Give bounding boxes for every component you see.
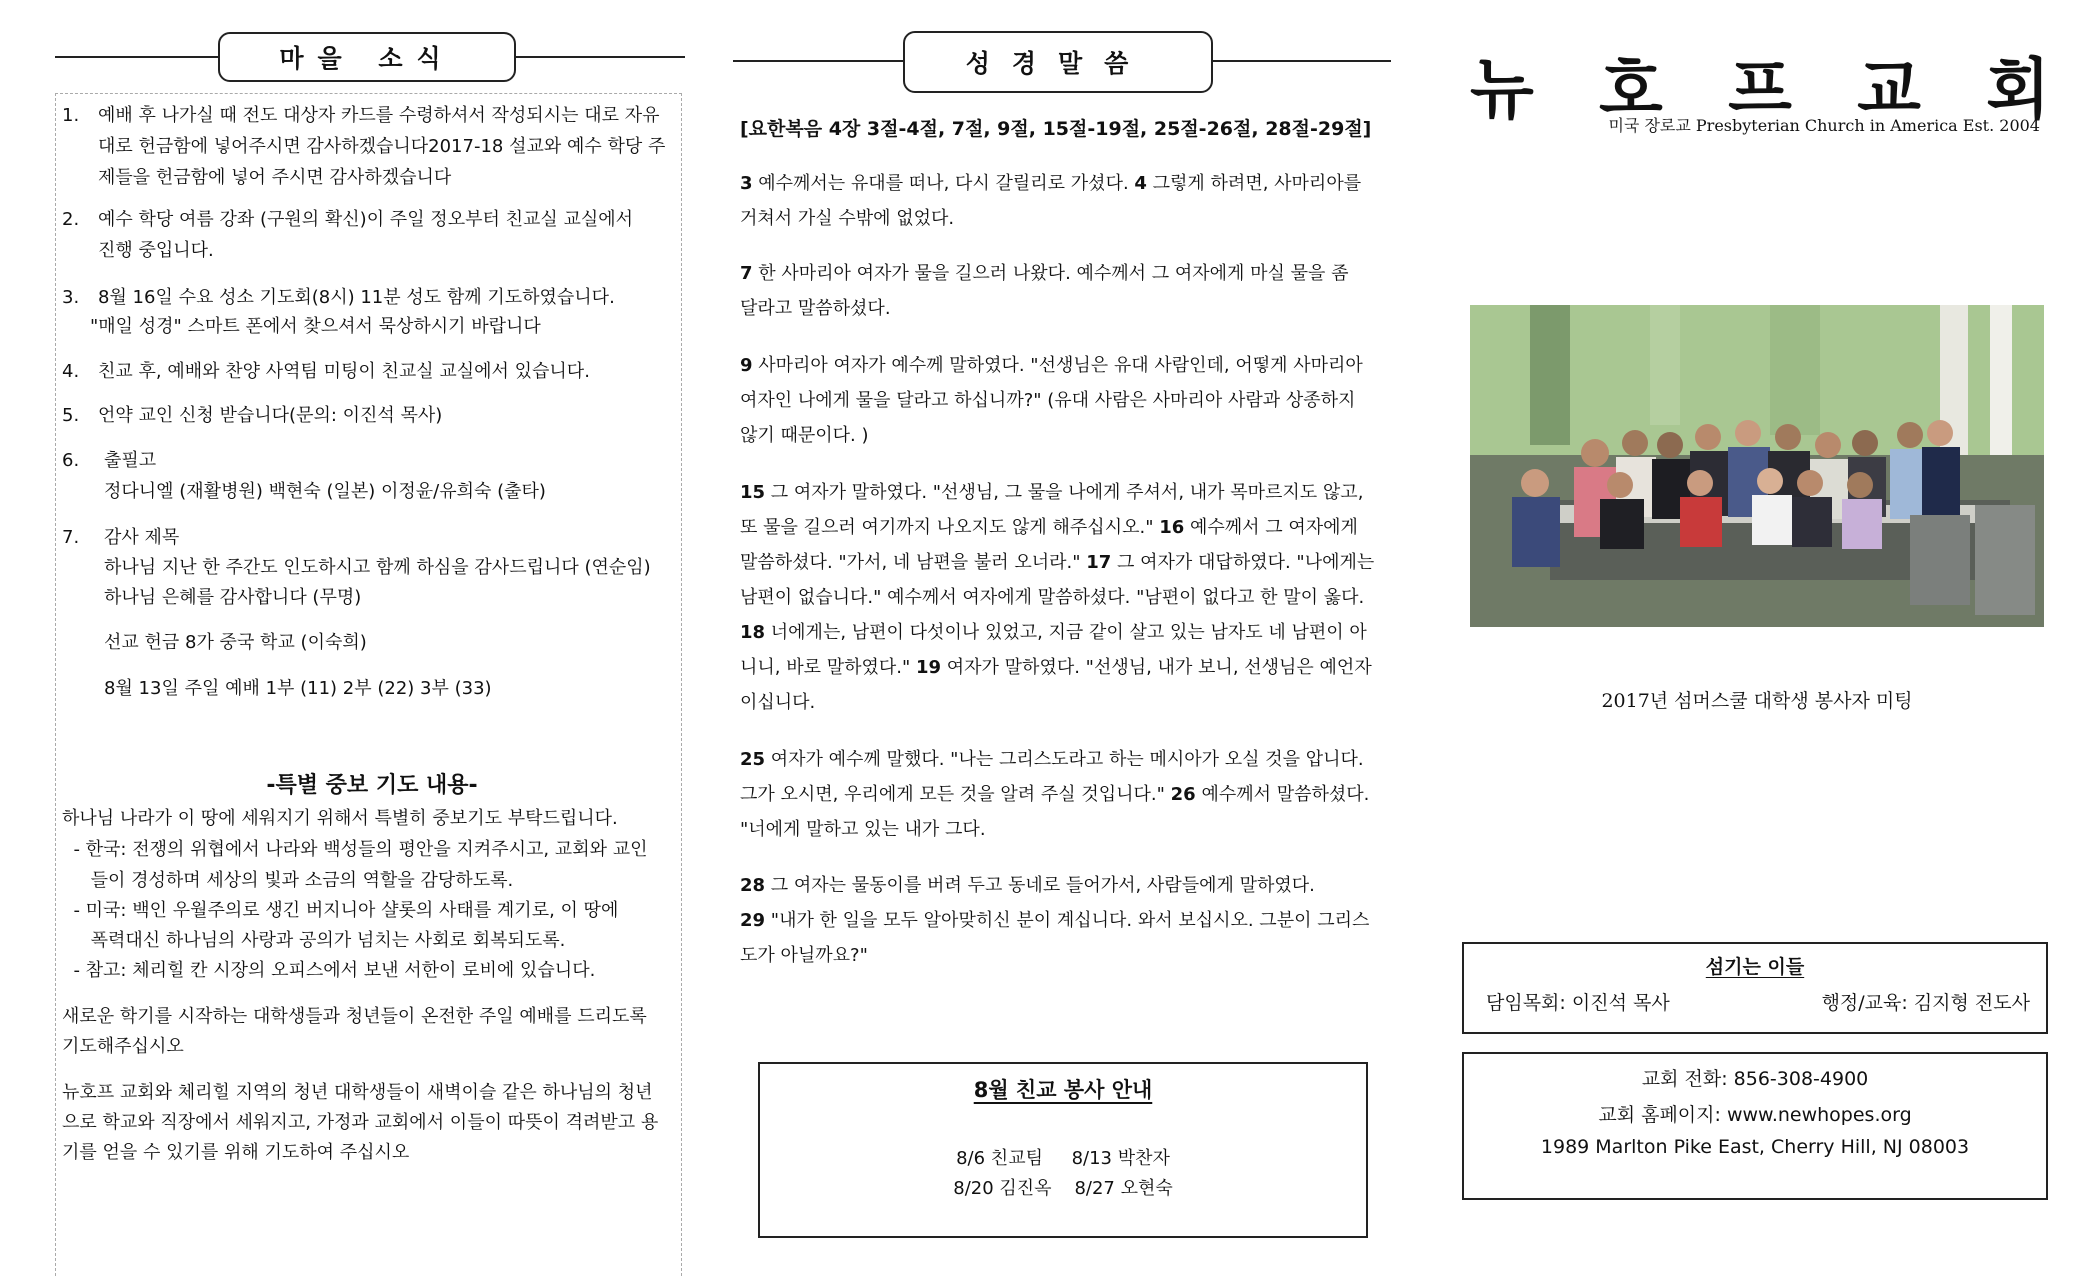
contact-box bbox=[1462, 1052, 2048, 1200]
news-header: 마을 소식 bbox=[218, 32, 516, 82]
photo-caption: 2017년 섬머스쿨 대학생 봉사자 미팅 bbox=[1601, 690, 1913, 712]
prayer-line: 뉴호프 교회와 체리힐 지역의 청년 대학생들이 새벽이슬 같은 하나님의 청년 bbox=[62, 1082, 653, 1103]
mission-offering: 선교 헌금 8가 중국 학교 (이숙희) bbox=[104, 632, 367, 653]
prayer-line: - 참고: 체리힐 칸 시장의 오피스에서 보낸 서한이 로비에 있습니다. bbox=[62, 960, 596, 981]
church-title: 뉴 호 프 교 회 bbox=[1470, 51, 2050, 128]
news-item-3-extra: "매일 성경" 스마트 폰에서 찾으셔서 묵상하시기 바랍니다 bbox=[90, 316, 541, 337]
worship-attendance: 8월 13일 주일 예배 1부 (11) 2부 (22) 3부 (33) bbox=[104, 678, 492, 699]
staff-admin: 행정/교육: 김지형 전도사 bbox=[1821, 992, 2030, 1014]
staff-title: 섬기는 이들 bbox=[1705, 956, 1805, 978]
scripture-header: 성경말씀 bbox=[903, 31, 1213, 93]
prayer-line: 새로운 학기를 시작하는 대학생들과 청년들이 온전한 주일 예배를 드리도록 bbox=[62, 1006, 647, 1027]
verse-paragraph: 15 그 여자가 말하였다. "선생님, 그 물을 나에게 주셔서, 내가 목마르지도 않고, 또 물을 길으러 여기까지 나오지도 않게 해주십시오." 16 예수께서 그 여자에게 말씀하셨다. "가서, 네 남편을 불러 오너라." 17 그 여자가 대답하였다. "나에게는 남편이 없습니다." 예수께서 여자에게 말씀하셨다. "남편이 없다고 한 말이 옳다. 18 너에게는, 남편이 다섯이나 있었고, 지금 같이 살고 있는 남자도 네 남편이 아 니니, 바로 말하였다." 19 여자가 말하였다. "선생님, 내가 보니, 선생님은 예언자 이십니다. bbox=[740, 482, 1375, 713]
prayer-line: 으로 학교와 직장에서 세워지고, 가정과 교회에서 이들이 따뜻이 격려받고 용 bbox=[62, 1112, 659, 1133]
service-schedule-box bbox=[758, 1062, 1368, 1238]
news-item-7-line-2: 하나님 은혜를 감사합니다 (무명) bbox=[104, 587, 362, 608]
scripture-reference: [요한복음 4장 3절-4절, 7절, 9절, 15절-19절, 25절-26절, 28절-29절] bbox=[740, 118, 1372, 140]
staff-pastor: 담임목회: 이진석 목사 bbox=[1486, 992, 1670, 1014]
verse-paragraph: 25 여자가 예수께 말했다. "나는 그리스도라고 하는 메시아가 오실 것을 압니다. 그가 오시면, 우리에게 모든 것을 알려 주실 것입니다." 26 예수께서 말씀하셨다. "너에게 말하고 있는 내가 그다. bbox=[740, 749, 1370, 840]
contact-phone: 교회 전화: 856-308-4900 bbox=[1641, 1068, 1869, 1090]
service-row: 8/6 친교팀 8/13 박찬자 bbox=[956, 1148, 1170, 1169]
news-item-7-line-1: 하나님 지난 한 주간도 인도하시고 함께 하심을 감사드립니다 (연순임) bbox=[104, 557, 651, 578]
verse-paragraph: 3 예수께서는 유대를 떠나, 다시 갈릴리로 가셨다. 4 그렇게 하려면, 사마리아를 거쳐서 가실 수밖에 없었다. bbox=[740, 173, 1362, 229]
news-item-6-detail: 정다니엘 (재활병원) 백현숙 (일본) 이정윤/유희숙 (출타) bbox=[104, 481, 546, 502]
contact-homepage[interactable]: 교회 홈페이지: www.newhopes.org bbox=[1598, 1104, 1912, 1126]
prayer-line: 하나님 나라가 이 땅에 세워지기 위해서 특별히 중보기도 부탁드립니다. bbox=[62, 808, 618, 829]
church-subtitle: 미국 장로교 Presbyterian Church in America Est. 2004 bbox=[1608, 116, 2040, 135]
prayer-line: 폭력대신 하나님의 사랑과 공의가 넘치는 사회로 회복되도록. bbox=[62, 930, 566, 951]
contact-address: 1989 Marlton Pike East, Cherry Hill, NJ 08003 bbox=[1540, 1136, 1970, 1158]
prayer-line: - 미국: 백인 우월주의로 생긴 버지니아 샬롯의 사태를 계기로, 이 땅에 bbox=[62, 900, 619, 921]
service-row: 8/20 김진옥 8/27 오현숙 bbox=[953, 1178, 1173, 1199]
prayer-line: 들이 경성하며 세상의 빛과 소금의 역할을 감당하도록. bbox=[62, 870, 514, 891]
service-title: 8월 친교 봉사 안내 bbox=[973, 1078, 1153, 1102]
prayer-line: - 한국: 전쟁의 위협에서 나라와 백성들의 평안을 지켜주시고, 교회와 교인 bbox=[62, 839, 648, 860]
group-photo bbox=[1470, 305, 2044, 627]
prayer-line: 기를 얻을 수 있기를 위해 기도하여 주십시오 bbox=[62, 1142, 410, 1163]
verse-paragraph: 9 사마리아 여자가 예수께 말하였다. "선생님은 유대 사람인데, 어떻게 사마리아 여자인 나에게 물을 달라고 하십니까?" (유대 사람은 사마리아 사람과 상종하지 않기 때문이다. ) bbox=[740, 355, 1363, 446]
verse-paragraph: 28 그 여자는 물동이를 버려 두고 동네로 들어가서, 사람들에게 말하였다. 29 "내가 한 일을 모두 알아맞히신 분이 계십니다. 와서 보십시오. 그분이 그리스 도가 아닐까요?" bbox=[740, 875, 1370, 966]
prayer-line: 기도해주십시오 bbox=[62, 1036, 184, 1057]
verse-paragraph: 7 한 사마리아 여자가 물을 길으러 나왔다. 예수께서 그 여자에게 마실 물을 좀 달라고 말씀하셨다. bbox=[740, 263, 1349, 319]
prayer-title: -특별 중보 기도 내용- bbox=[266, 773, 478, 798]
staff-box bbox=[1462, 942, 2048, 1034]
